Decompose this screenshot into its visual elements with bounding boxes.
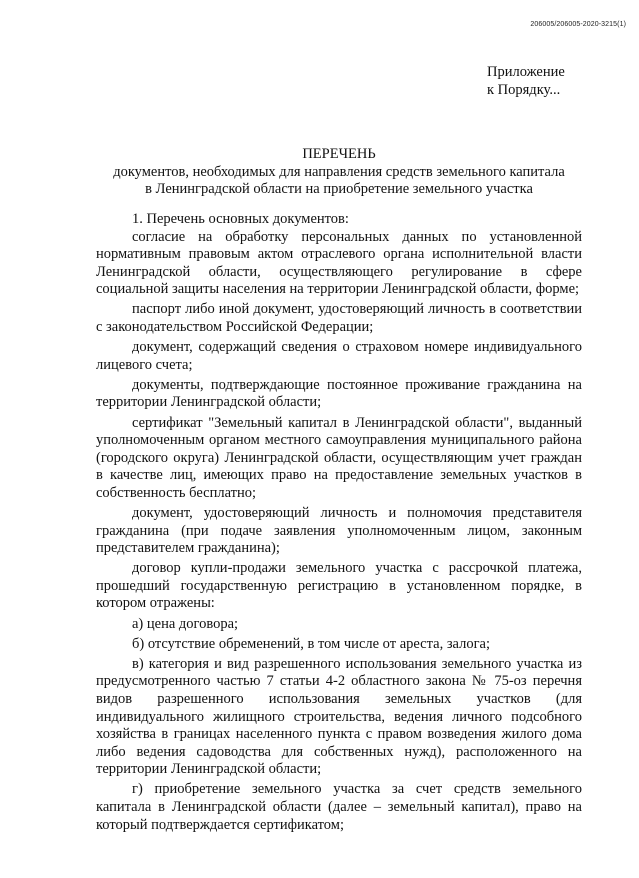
document-subtitle-line-1: документов, необходимых для направления средств земельного капитала bbox=[113, 163, 565, 180]
list-item: сертификат "Земельный капитал в Ленинградской области", выданный уполномоченным органом местного самоуправления муниципального района (городского округа) Ленинградской области, осуществляющим учет граждан в качестве лиц, имеющих право на предоставление земельных участков в собственность бесплатно; bbox=[96, 414, 582, 501]
list-item: г) приобретение земельного участка за счет средств земельного капитала в Ленинградской области (далее – земельный капитал), право на который подтверждается сертификатом; bbox=[96, 781, 582, 833]
list-item: в) категория и вид разрешенного использования земельного участка из предусмотренного частью 7 статьи 4-2 областного закона № 75-оз перечня видов разрешенного использования земельных участков (для индивидуального жилищного строительства, ведения личного подсобного хозяйства в границах населенного пункта с правом возведения жилого дома либо ведения садоводства для собственных нужд), расположенного на территории Ленинградской области; bbox=[96, 655, 582, 778]
list-item: договор купли-продажи земельного участка с рассрочкой платежа, прошедший государственную регистрацию в установленном порядке, в котором отражены: bbox=[96, 560, 582, 612]
appendix-note bbox=[487, 63, 565, 99]
document-body bbox=[96, 211, 582, 834]
appendix-line-1: Приложение bbox=[487, 64, 565, 80]
document-number: 206005/206005-2020-3215(1) bbox=[530, 21, 626, 28]
section-heading: 1. Перечень основных документов: bbox=[132, 211, 349, 227]
list-item: паспорт либо иной документ, удостоверяющий личность в соответствии с законодательством Российской Федерации; bbox=[96, 301, 582, 336]
list-item: документ, содержащий сведения о страховом номере индивидуального лицевого счета; bbox=[96, 339, 582, 373]
list-item: согласие на обработку персональных данных по установленной нормативным правовым актом отраслевого органа исполнительной власти Ленинградской области, осуществляющего регулирование в сфере социальной защиты населения на территории Ленинградской области, форме; bbox=[96, 228, 582, 298]
list-item: документ, удостоверяющий личность и полномочия представителя гражданина (при подаче заявления уполномоченным лицом, законным представителем гражданина); bbox=[96, 505, 582, 557]
list-item: б) отсутствие обременений, в том числе от ареста, залога; bbox=[132, 635, 491, 652]
document-subtitle-line-2: в Ленинградской области на приобретение земельного участка bbox=[145, 181, 533, 197]
appendix-line-2: к Порядку... bbox=[487, 82, 561, 98]
document-title: ПЕРЕЧЕНЬ bbox=[302, 146, 376, 162]
list-item: документы, подтверждающие постоянное проживание гражданина на территории Ленинградской области; bbox=[96, 376, 582, 411]
document-heading bbox=[96, 146, 582, 199]
list-item: а) цена договора; bbox=[132, 615, 239, 632]
